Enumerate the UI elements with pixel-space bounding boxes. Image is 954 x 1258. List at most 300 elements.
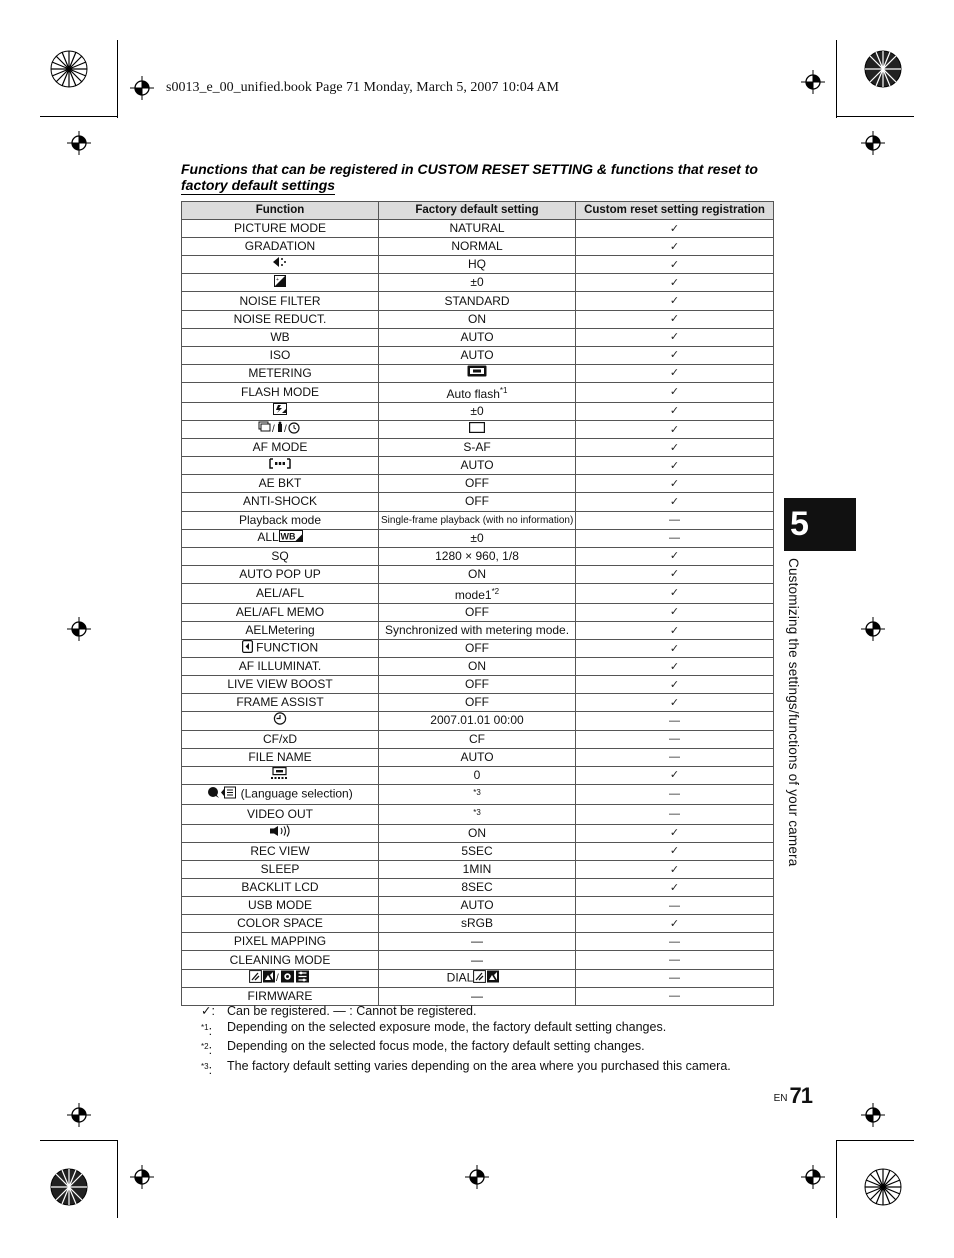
cell-function (182, 274, 379, 292)
cell-factory-default (379, 676, 576, 694)
cell-function (182, 583, 379, 603)
sunburst-mark-icon (50, 50, 88, 88)
check-mark-icon: ✓ (669, 441, 680, 454)
cell-function (182, 879, 379, 897)
language-icon (207, 786, 237, 803)
cell-registration (576, 987, 774, 1005)
table-row (182, 658, 774, 676)
page-number (774, 1083, 812, 1109)
cell-function (182, 861, 379, 879)
table-row (182, 824, 774, 842)
table-row (182, 933, 774, 951)
function-label: AELMetering (245, 623, 315, 638)
table-row (182, 475, 774, 493)
table-row (182, 439, 774, 457)
default-value: — (471, 988, 483, 1003)
default-value: OFF (465, 604, 489, 619)
function-label: PICTURE MODE (233, 221, 326, 236)
cell-function (182, 676, 379, 694)
cell-function (182, 842, 379, 860)
default-value: Synchronized with metering mode. (384, 623, 570, 638)
default-value: Auto flash (446, 386, 500, 401)
cell-factory-default (379, 565, 576, 583)
cell-registration (576, 621, 774, 639)
cell-function (182, 346, 379, 364)
cell-function (182, 969, 379, 987)
cell-registration (576, 748, 774, 766)
chapter-tab: 5 (784, 498, 856, 551)
function-label: NOISE FILTER (239, 293, 321, 308)
cell-registration (576, 658, 774, 676)
cell-registration (576, 457, 774, 475)
function-label: NOISE REDUCT. (233, 311, 327, 326)
default-value: ±0 (470, 530, 484, 545)
function-label: SLEEP (260, 862, 300, 877)
check-mark-icon: ✓ (669, 349, 680, 362)
section-title (181, 161, 781, 193)
cell-function (182, 493, 379, 511)
footnote-ref: *3 (473, 787, 481, 797)
default-value: OFF (465, 677, 489, 692)
cell-factory-default (379, 603, 576, 621)
cell-registration (576, 346, 774, 364)
default-value: — (471, 934, 483, 949)
footnote-item (201, 1039, 801, 1059)
table-row (182, 529, 774, 547)
default-value: AUTO (460, 749, 494, 764)
default-value: 5SEC (461, 843, 493, 858)
cell-factory-default (379, 292, 576, 310)
table-row (182, 274, 774, 292)
cell-factory-default (379, 621, 576, 639)
cell-registration (576, 861, 774, 879)
check-mark-icon: ✓ (669, 276, 680, 289)
check-mark-icon: ✓ (669, 459, 680, 472)
cell-registration (576, 220, 774, 238)
default-value: 1280 × 960, 1/8 (435, 548, 519, 563)
default-value: NATURAL (449, 221, 505, 236)
registration-mark-icon (130, 76, 154, 100)
function-label: USB MODE (247, 898, 312, 913)
table-row (182, 220, 774, 238)
cell-registration (576, 493, 774, 511)
cell-factory-default (379, 694, 576, 712)
clock-icon (273, 712, 287, 729)
table-row (182, 804, 774, 824)
cell-factory-default (379, 583, 576, 603)
footnote-key-symbol: ✓ (201, 1004, 212, 1018)
function-label: LIVE VIEW BOOST (227, 677, 333, 692)
table-row (182, 547, 774, 565)
check-mark-icon: ✓ (669, 386, 680, 399)
function-label: (Language selection) (240, 786, 353, 801)
dash-mark: — (669, 954, 680, 967)
cell-function (182, 547, 379, 565)
default-value: ON (468, 311, 486, 326)
function-label: AF ILLUMINAT. (238, 659, 322, 674)
dash-mark: — (669, 899, 680, 912)
footnote-text: Depending on the selected focus mode, the factory default setting changes. (227, 1039, 645, 1054)
cell-factory-default (379, 547, 576, 565)
cell-factory-default (379, 457, 576, 475)
check-mark-icon: ✓ (669, 295, 680, 308)
cell-factory-default (379, 658, 576, 676)
default-value: NORMAL (451, 239, 503, 254)
registration-mark-icon (67, 1103, 91, 1127)
check-mark-icon: ✓ (669, 845, 680, 858)
check-mark-icon: ✓ (669, 881, 680, 894)
cell-function (182, 804, 379, 824)
dash-mark: — (669, 935, 680, 948)
dash-mark: — (669, 972, 680, 985)
cell-registration (576, 292, 774, 310)
cell-registration (576, 933, 774, 951)
file-info-header: s0013_e_00_unified.book Page 71 Monday, March 5, 2007 10:04 AM (166, 80, 559, 95)
dash-mark: — (669, 808, 680, 821)
function-label: FUNCTION (256, 640, 319, 655)
cell-factory-default (379, 402, 576, 420)
footnote-key: $^{*2}$: (201, 1042, 213, 1058)
cell-factory-default (379, 529, 576, 547)
cell-factory-default (379, 475, 576, 493)
function-label: AF MODE (252, 440, 308, 455)
page-lang: EN (773, 1093, 788, 1104)
cell-function (182, 658, 379, 676)
cell-registration (576, 694, 774, 712)
settings-table (181, 201, 774, 1006)
cell-registration (576, 603, 774, 621)
cell-function (182, 694, 379, 712)
registration-mark-icon (67, 617, 91, 641)
default-value: AUTO (460, 458, 494, 473)
cell-function (182, 730, 379, 748)
cell-factory-default (379, 969, 576, 987)
cell-factory-default (379, 421, 576, 439)
default-value: Single-frame playback (with no information) (381, 514, 574, 526)
table-row (182, 712, 774, 730)
cell-function (182, 784, 379, 804)
cell-function (182, 328, 379, 346)
cell-registration (576, 879, 774, 897)
footnotes (201, 1004, 801, 1078)
cell-factory-default (379, 328, 576, 346)
check-mark-icon: ✓ (669, 240, 680, 253)
footnote-text: Depending on the selected exposure mode, the factory default setting changes. (227, 1019, 667, 1034)
function-label: ISO (269, 347, 291, 362)
cell-factory-default (379, 824, 576, 842)
cell-registration (576, 583, 774, 603)
check-mark-icon: ✓ (669, 331, 680, 344)
default-value: — (471, 952, 483, 967)
function-label: AEL/AFL MEMO (235, 604, 325, 619)
cell-registration (576, 565, 774, 583)
sunburst-mark-icon (50, 1168, 88, 1206)
default-value: ±0 (470, 275, 484, 290)
cell-factory-default (379, 382, 576, 402)
cell-registration (576, 712, 774, 730)
cell-registration (576, 402, 774, 420)
single-frame-icon (469, 422, 485, 437)
svg-text:/: / (272, 424, 275, 435)
cell-function (182, 915, 379, 933)
cell-registration (576, 951, 774, 969)
cell-function (182, 220, 379, 238)
table-row (182, 987, 774, 1005)
table-header-row (182, 202, 774, 220)
check-mark-icon: ✓ (669, 696, 680, 709)
dial-mode-icons (473, 970, 507, 987)
footnote-text: The factory default setting varies depending on the area where you purchased this camera. (227, 1058, 731, 1073)
section-title-line-1: Functions that can be registered in CUSTOM RESET SETTING & functions that reset to (181, 161, 758, 177)
cell-factory-default (379, 842, 576, 860)
table-row (182, 951, 774, 969)
dash-mark: — (669, 788, 680, 801)
cell-function (182, 748, 379, 766)
dash-mark: — (669, 751, 680, 764)
footnote-key-number: 1 (204, 1022, 209, 1032)
esp-metering-icon (467, 365, 487, 381)
table-row (182, 640, 774, 658)
dash-mark: — (669, 733, 680, 746)
default-value: 1MIN (462, 862, 492, 877)
cell-function (182, 897, 379, 915)
check-mark-icon: ✓ (669, 550, 680, 563)
dash-mark: — (669, 990, 680, 1003)
function-label: GRADATION (244, 239, 316, 254)
cell-factory-default (379, 804, 576, 824)
cell-factory-default (379, 951, 576, 969)
column-header-function: Function (182, 202, 379, 220)
check-mark-icon: ✓ (669, 313, 680, 326)
registration-mark-icon (801, 1165, 825, 1189)
cell-registration (576, 421, 774, 439)
table-row (182, 603, 774, 621)
drive-selftimer-icon (258, 421, 302, 438)
table-row (182, 256, 774, 274)
check-mark-icon: ✓ (669, 495, 680, 508)
function-label: CLEANING MODE (229, 952, 331, 967)
function-label: BACKLIT LCD (241, 880, 319, 895)
registration-mark-icon (67, 131, 91, 155)
default-value: OFF (465, 494, 489, 509)
table-row (182, 310, 774, 328)
cell-registration (576, 439, 774, 457)
cell-factory-default (379, 274, 576, 292)
cell-function (182, 292, 379, 310)
registration-mark-icon (465, 1165, 489, 1189)
table-row (182, 897, 774, 915)
function-label: FIRMWARE (247, 988, 313, 1003)
registration-mark-icon (861, 131, 885, 155)
cell-registration (576, 897, 774, 915)
table-row (182, 694, 774, 712)
footnote-key-prefix: * (201, 1022, 205, 1032)
cell-registration (576, 256, 774, 274)
cell-function (182, 382, 379, 402)
default-value: DIAL (446, 970, 474, 985)
dash-mark: — (669, 514, 680, 527)
cell-registration (576, 676, 774, 694)
footnote-key-number: 3 (204, 1061, 209, 1071)
footnote-item (201, 1004, 801, 1020)
table-row (182, 511, 774, 529)
function-label: METERING (248, 365, 312, 380)
svg-text:/: / (276, 972, 279, 983)
check-mark-icon: ✓ (669, 678, 680, 691)
default-value: S-AF (463, 440, 491, 455)
cell-factory-default (379, 748, 576, 766)
beep-sound-icon (269, 825, 291, 841)
cell-factory-default (379, 712, 576, 730)
footnote-item (201, 1059, 801, 1079)
registration-mark-icon (801, 70, 825, 94)
cell-registration (576, 842, 774, 860)
table-row (182, 766, 774, 784)
cell-registration (576, 511, 774, 529)
cell-registration (576, 328, 774, 346)
cell-registration (576, 274, 774, 292)
check-mark-icon: ✓ (669, 660, 680, 673)
footnote-ref: *2 (491, 586, 500, 596)
svg-text:/: / (284, 424, 287, 435)
check-mark-icon: ✓ (669, 863, 680, 876)
cell-factory-default (379, 640, 576, 658)
footnote-item (201, 1020, 801, 1040)
table-row (182, 346, 774, 364)
default-value: OFF (465, 641, 489, 656)
table-row (182, 382, 774, 402)
table-row (182, 402, 774, 420)
cell-registration (576, 238, 774, 256)
cell-registration (576, 766, 774, 784)
check-mark-icon: ✓ (669, 769, 680, 782)
function-label: FILE NAME (248, 749, 312, 764)
default-value: 2007.01.01 00:00 (430, 713, 524, 728)
default-value: OFF (465, 476, 489, 491)
check-mark-icon: ✓ (669, 258, 680, 271)
cell-registration (576, 804, 774, 824)
registration-mark-icon (130, 1165, 154, 1189)
dash-mark: — (669, 714, 680, 727)
function-label: SQ (271, 548, 289, 563)
function-label: AUTO POP UP (239, 566, 321, 581)
default-value: CF (469, 731, 485, 746)
function-label: VIDEO OUT (246, 806, 313, 821)
table-row (182, 969, 774, 987)
table-row (182, 565, 774, 583)
table-row (182, 842, 774, 860)
cell-registration (576, 824, 774, 842)
check-mark-icon: ✓ (669, 587, 680, 600)
table-row (182, 879, 774, 897)
registration-mark-icon (861, 1103, 885, 1127)
default-value: ON (468, 825, 486, 840)
footnote-key: ✓: (201, 1004, 215, 1018)
table-row (182, 621, 774, 639)
cell-factory-default (379, 256, 576, 274)
default-value: 8SEC (461, 880, 493, 895)
footnote-key: $^{*1}$: (201, 1022, 213, 1038)
section-title-line-2: factory default settings (181, 177, 336, 193)
table-row (182, 748, 774, 766)
cell-function (182, 933, 379, 951)
cell-function (182, 951, 379, 969)
cell-factory-default (379, 364, 576, 382)
table-row (182, 493, 774, 511)
function-label: FLASH MODE (240, 384, 319, 399)
function-label: FRAME ASSIST (236, 695, 324, 710)
cell-factory-default (379, 220, 576, 238)
footnote-ref: *3 (473, 807, 481, 817)
cell-function (182, 238, 379, 256)
cell-function (182, 621, 379, 639)
dash-mark: — (669, 532, 680, 545)
table-row (182, 915, 774, 933)
default-value: sRGB (460, 916, 493, 931)
cell-function (182, 565, 379, 583)
function-label: Playback mode (238, 512, 322, 527)
cell-factory-default (379, 310, 576, 328)
cell-factory-default (379, 730, 576, 748)
cell-function (182, 640, 379, 658)
table-row (182, 583, 774, 603)
svg-text:+: + (276, 276, 279, 283)
cell-function (182, 310, 379, 328)
check-mark-icon: ✓ (669, 642, 680, 655)
default-value: AUTO (460, 329, 494, 344)
column-header-custom-reset: Custom reset setting registration (576, 202, 774, 220)
default-value: mode1 (454, 587, 492, 602)
cell-factory-default (379, 861, 576, 879)
flash-intensity-icon (273, 403, 287, 419)
footnote-text: Can be registered. — : Cannot be registered. (227, 1004, 477, 1018)
cell-function (182, 712, 379, 730)
image-quality-icon (272, 256, 288, 273)
cell-factory-default (379, 493, 576, 511)
sunburst-mark-icon (864, 50, 902, 88)
function-label: PIXEL MAPPING (233, 934, 327, 949)
check-mark-icon: ✓ (669, 917, 680, 930)
registration-mark-icon (861, 617, 885, 641)
function-label: ANTI-SHOCK (242, 494, 317, 509)
cell-factory-default (379, 987, 576, 1005)
af-frame-icon (269, 458, 291, 473)
cell-function (182, 603, 379, 621)
cell-factory-default (379, 766, 576, 784)
check-mark-icon: ✓ (669, 568, 680, 581)
cell-factory-default (379, 439, 576, 457)
cell-factory-default (379, 511, 576, 529)
cell-function (182, 421, 379, 439)
cell-registration (576, 547, 774, 565)
cell-function (182, 256, 379, 274)
cell-function (182, 364, 379, 382)
page-number-value: 71 (789, 1083, 812, 1108)
cell-function (182, 402, 379, 420)
footnote-key-prefix: * (201, 1061, 205, 1071)
cell-factory-default (379, 879, 576, 897)
check-mark-icon: ✓ (669, 423, 680, 436)
table-row (182, 364, 774, 382)
check-mark-icon: ✓ (669, 606, 680, 619)
cell-factory-default (379, 784, 576, 804)
cell-function (182, 824, 379, 842)
default-value: AUTO (460, 898, 494, 913)
wb-comp-icon (279, 530, 303, 546)
footnote-key: $^{*3}$: (201, 1061, 213, 1077)
cell-registration (576, 969, 774, 987)
svg-text:WB: WB (280, 531, 296, 542)
